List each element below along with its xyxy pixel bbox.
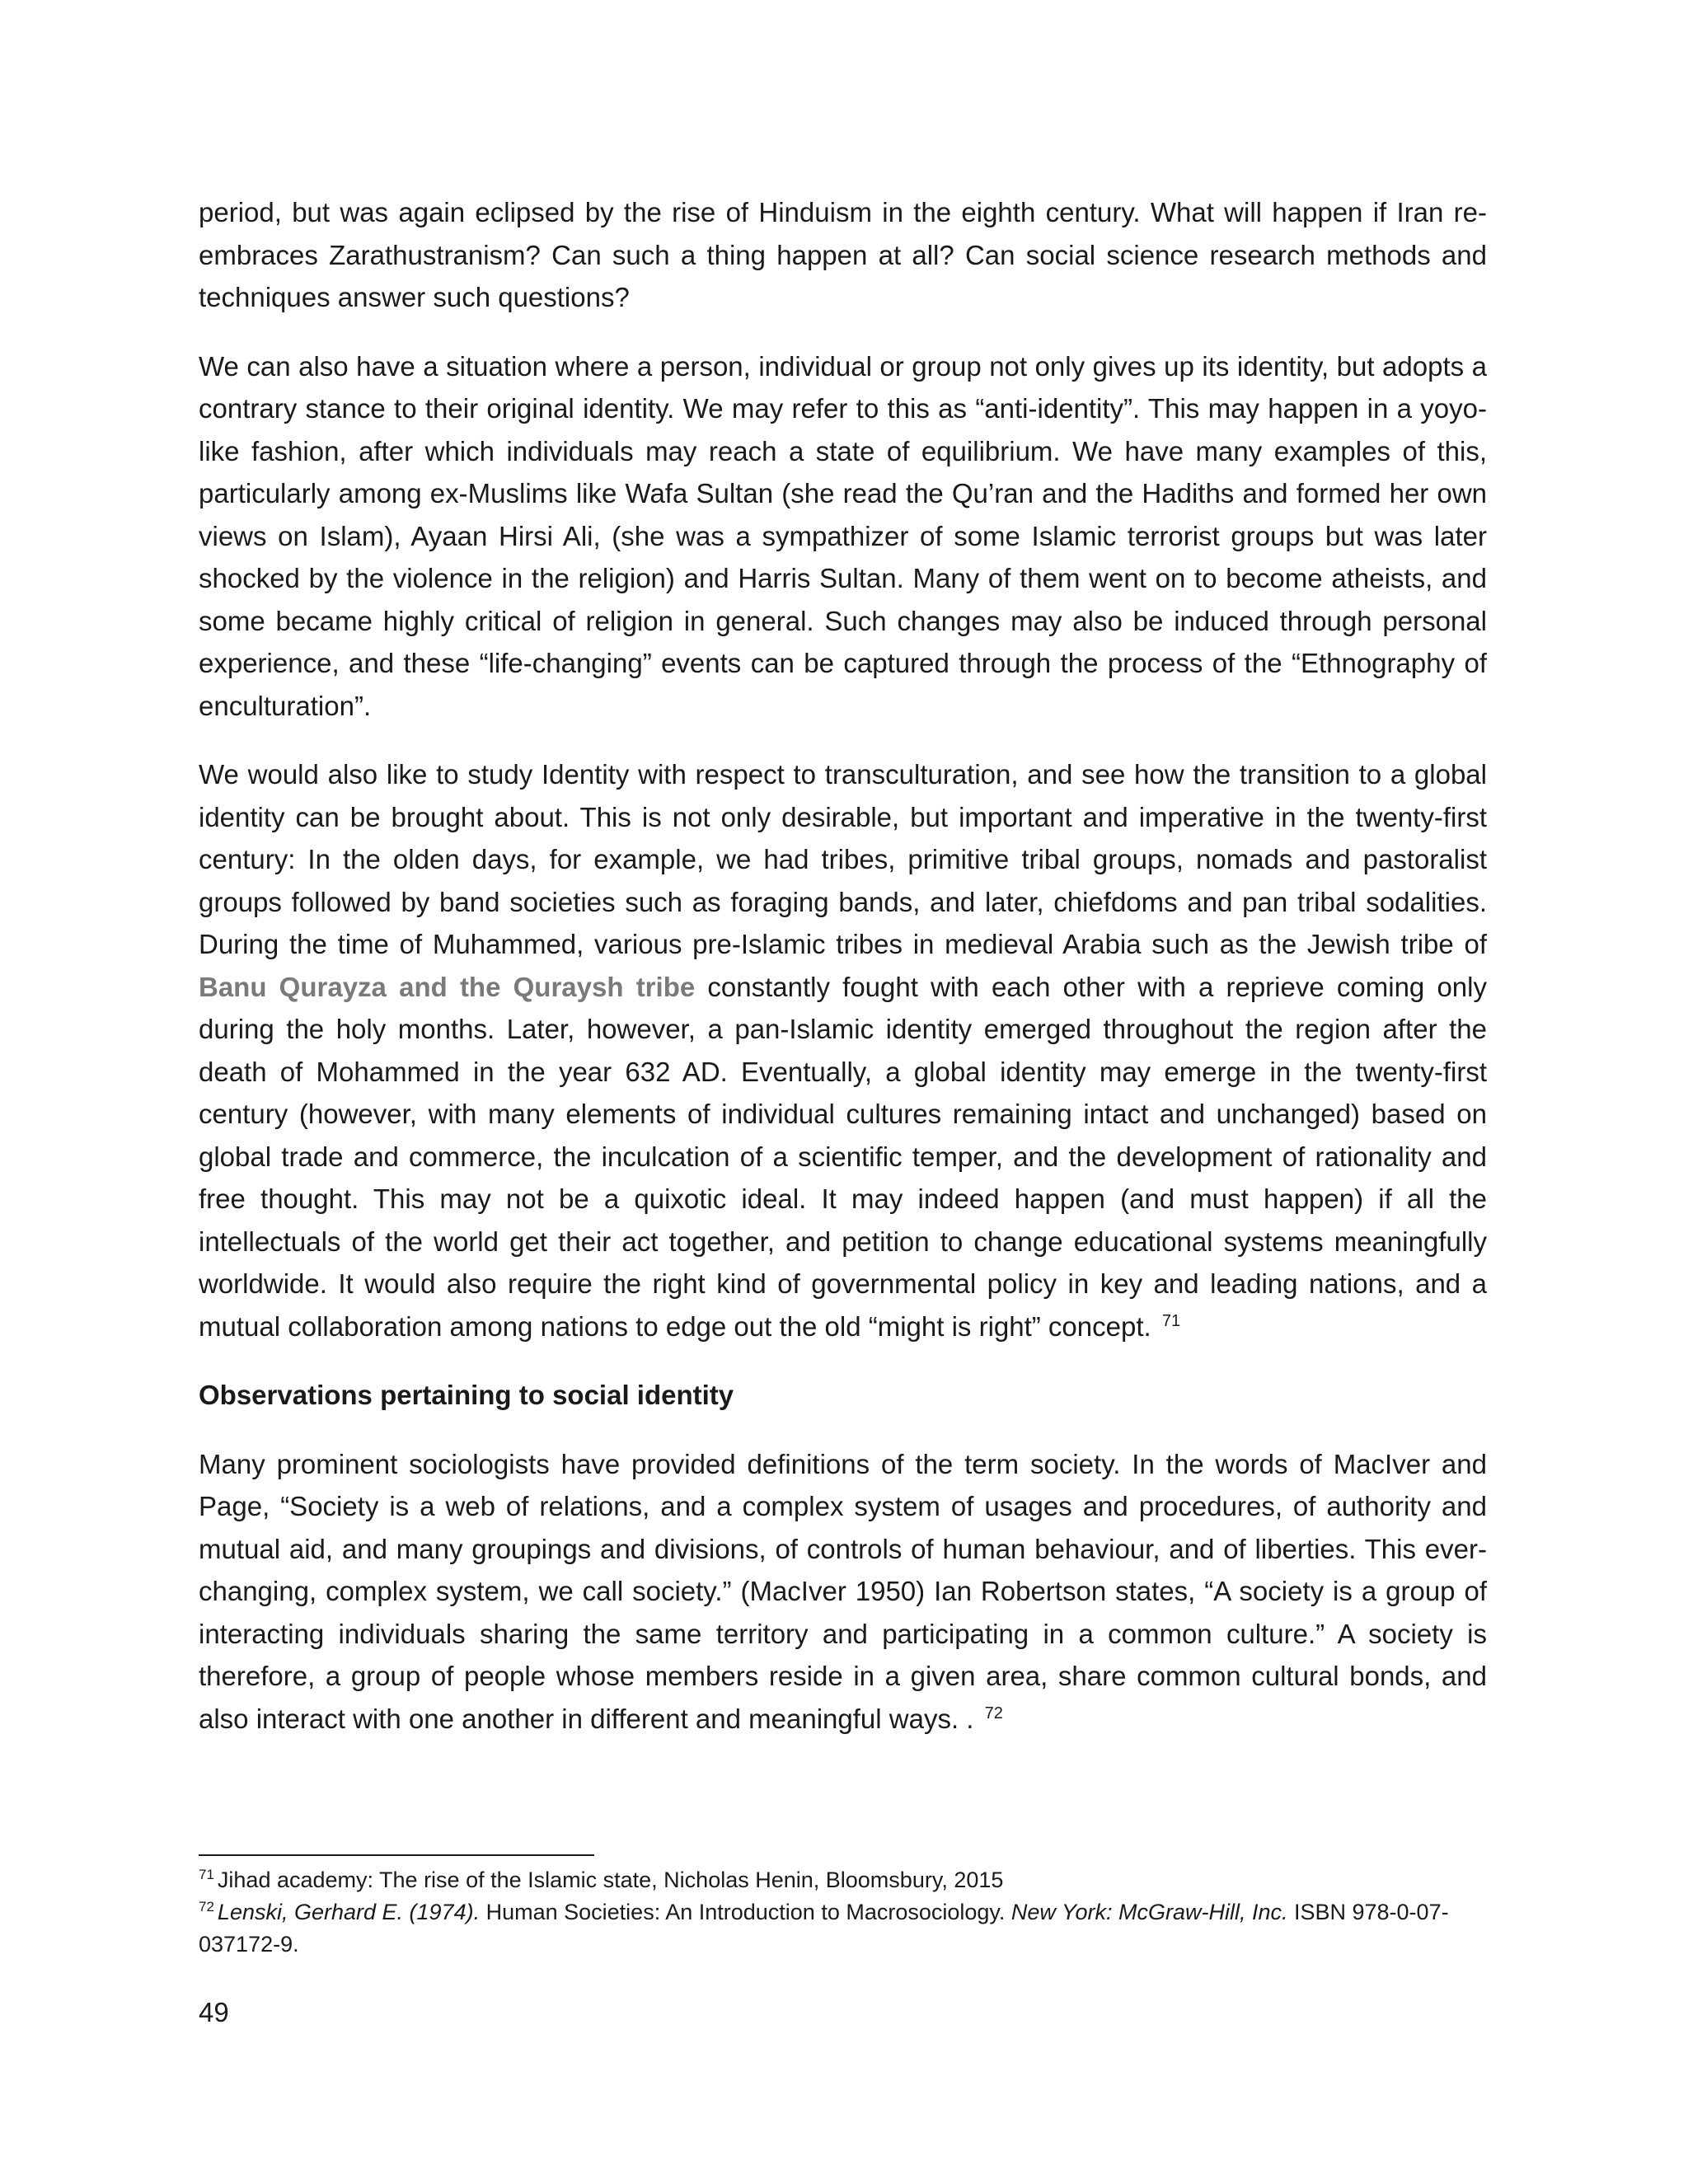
main-content [199, 191, 1487, 1766]
footnote-72-isbn: ISBN 978-0-07-037172-9. [199, 1900, 1449, 1957]
paragraph-3-text-b: constantly fought with each other with a reprieve coming only during the holy months. Later, however, a pan-Islamic identity emerged throughout the region after the death of Mohammed in the year 632 AD. Eventually, a global identity may emerge in the twenty-first century (however, with many elements of individual cultures remaining intact and unchanged) based on global trade and commerce, the inculcation of a scientific temper, and the development of rationality and free thought. This may not be a quixotic ideal. It may indeed happen (and must happen) if all the intellectuals of the world get their act together, and petition to change educational systems meaningfully worldwide. It would also require the right kind of governmental policy in key and leading nations, and a mutual collaboration among nations to edge out the old “might is right” concept. [199, 971, 1487, 1342]
paragraph-4-text: Many prominent sociologists have provided definitions of the term society. In the words of MacIver and Page, “Society is a web of relations, and a complex system of usages and procedures, of authority and mutual aid, and many groupings and divisions, of controls of human behaviour, and of liberties. This ever-changing, complex system, we call society.” (MacIver 1950) Ian Robertson states, “A society is a group of interacting individuals sharing the same territory and participating in a common culture.” A society is therefore, a group of people whose members reside in a given area, share common cultural bonds, and also interact with one another in different and meaningful ways. . [199, 1448, 1487, 1734]
footnote-71 [199, 1864, 1451, 1896]
footnote-71-number: 71 [199, 1867, 214, 1882]
page-number: 49 [199, 1997, 229, 2027]
section-heading: Observations pertaining to social identity [199, 1380, 734, 1410]
footnote-separator [199, 1854, 594, 1856]
footnote-72 [199, 1896, 1451, 1961]
footnotes-section [199, 1864, 1451, 1961]
footnote-72-number: 72 [199, 1899, 214, 1915]
footnote-72-title: Human Societies: An Introduction to Macrosociology. [480, 1900, 1011, 1924]
paragraph-3 [199, 753, 1487, 1347]
footnote-ref-71[interactable]: 71 [1161, 1311, 1181, 1330]
paragraph-3-text-a: We would also like to study Identity with respect to transculturation, and see how the transition to a global identity can be brought about. This is not only desirable, but important and imperative in the twenty-first century: In the olden days, for example, we had tribes, primitive tribal groups, nomads and pastoralist groups followed by band societies such as foraging bands, and later, chiefdoms and pan tribal sodalities. During the time of Muhammed, various pre-Islamic tribes in medieval Arabia such as the Jewish tribe of [199, 759, 1487, 959]
footnote-ref-72[interactable]: 72 [984, 1704, 1003, 1722]
footnote-71-text: Jihad academy: The rise of the Islamic state, Nicholas Henin, Bloomsbury, 2015 [217, 1868, 1004, 1892]
footnote-72-author: Lenski, Gerhard E. (1974). [217, 1900, 481, 1924]
footnote-72-publisher: New York: McGraw-Hill, Inc. [1010, 1900, 1288, 1924]
paragraph-4 [199, 1443, 1487, 1741]
banu-qurayza-link[interactable]: Banu Qurayza and the Quraysh tribe [199, 971, 696, 1002]
paragraph-2: We can also have a situation where a person, individual or group not only gives up its identity, but adopts a contrary stance to their original identity. We may refer to this as “anti-identity”. This may happen in a yoyo-like fashion, after which individuals may reach a state of equilibrium. We have many examples of this, particularly among ex-Muslims like Wafa Sultan (she read the Qu’ran and the Hadiths and formed her own views on Islam), Ayaan Hirsi Ali, (she was a sympathizer of some Islamic terrorist groups but was later shocked by the violence in the religion) and Harris Sultan. Many of them went on to become atheists, and some became highly critical of religion in general. Such changes may also be induced through personal experience, and these “life-changing” events can be captured through the process of the “Ethnography of enculturation”. [199, 350, 1487, 721]
paragraph-1: period, but was again eclipsed by the rise of Hinduism in the eighth century. What will happen if Iran re-embraces Zarathustranism? Can such a thing happen at all? Can social science research methods and techniques answer such questions? [199, 197, 1487, 312]
